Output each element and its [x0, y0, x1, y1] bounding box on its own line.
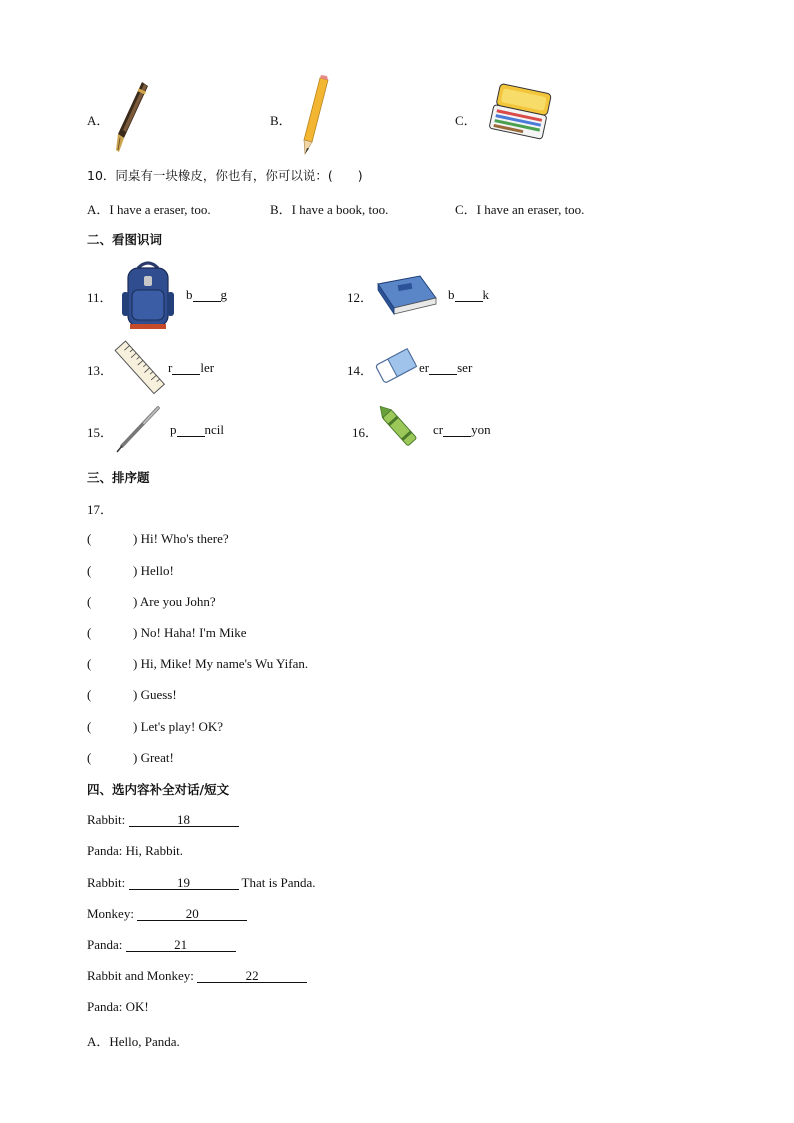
- dialogue-blank-19[interactable]: 19: [129, 876, 239, 890]
- pencil-icon: [298, 76, 332, 156]
- q14-word: [419, 360, 472, 376]
- q14-blank[interactable]: [429, 361, 457, 375]
- q12-blank[interactable]: [455, 288, 483, 302]
- order-line: ( ) Hello!: [87, 563, 174, 578]
- dialogue-line: [87, 875, 316, 891]
- dialogue-blank-21[interactable]: 21: [126, 938, 236, 952]
- speaker: Panda: Hi, Rabbit.: [87, 843, 184, 858]
- order-blank[interactable]: (: [87, 594, 92, 609]
- order-line-text: Hi! Who's there?: [140, 531, 229, 546]
- q13-word: [168, 360, 214, 376]
- q10-option-c: C．I have an eraser, too.: [455, 202, 585, 217]
- book-icon: [374, 274, 440, 314]
- q14-word-prefix: er: [419, 360, 430, 375]
- speaker: Rabbit:: [87, 812, 126, 827]
- order-blank[interactable]: (: [87, 563, 92, 578]
- speaker: Rabbit:: [87, 875, 126, 890]
- q15-word-prefix: p: [170, 422, 177, 437]
- eraser-icon: [374, 344, 418, 388]
- dialogue-blank-20[interactable]: 20: [137, 907, 247, 921]
- pencil-box-icon: [484, 84, 554, 150]
- q11-number: 11．: [87, 290, 113, 305]
- q10-prompt: 10．同桌有一块橡皮，你也有，你可以说：( ): [87, 168, 363, 183]
- q13-number: 13．: [87, 363, 114, 378]
- dialogue-line: [87, 906, 247, 922]
- q11-word: [186, 287, 227, 303]
- order-line-text: No! Haha! I'm Mike: [140, 625, 247, 640]
- q16-word-prefix: cr: [433, 422, 444, 437]
- q11-word-suffix: g: [220, 287, 227, 302]
- q13-blank[interactable]: [172, 361, 200, 375]
- pen-icon: [114, 404, 164, 454]
- order-line-text: Hi, Mike! My name's Wu Yifan.: [140, 656, 309, 671]
- q11-word-prefix: b: [186, 287, 193, 302]
- order-line: ( ) Great!: [87, 750, 174, 765]
- order-blank[interactable]: (: [87, 750, 92, 765]
- backpack-icon: [120, 260, 176, 332]
- dialogue-line: [87, 999, 149, 1015]
- order-line: ( ) Hi! Who's there?: [87, 531, 229, 546]
- order-blank[interactable]: (: [87, 687, 92, 702]
- q15-word: [170, 422, 224, 438]
- q10-option-b: B．I have a book, too.: [270, 202, 389, 217]
- order-line: ( ) Let's play! OK?: [87, 719, 224, 734]
- ruler-icon: [114, 340, 164, 396]
- q12-word: [448, 287, 489, 303]
- section3-title: 三、排序题: [87, 470, 150, 485]
- dialogue-after: That is Panda.: [241, 875, 316, 890]
- section2-title: 二、看图识词: [87, 232, 163, 247]
- order-line-text: Great!: [140, 750, 174, 765]
- crayon-icon: [378, 402, 424, 454]
- option-a: A．Hello, Panda.: [87, 1034, 180, 1049]
- q9-option-a-label: A．: [87, 113, 110, 128]
- speaker: Rabbit and Monkey:: [87, 968, 194, 983]
- dialogue-blank-18[interactable]: 18: [129, 813, 239, 827]
- dialogue-line: [87, 937, 236, 953]
- order-line-text: Are you John?: [139, 594, 216, 609]
- q13-word-prefix: r: [168, 360, 173, 375]
- order-line-text: Guess!: [140, 687, 177, 702]
- q16-word-suffix: yon: [471, 422, 491, 437]
- q12-word-prefix: b: [448, 287, 455, 302]
- order-line: ( ) Guess!: [87, 687, 177, 702]
- q12-word-suffix: k: [482, 287, 489, 302]
- order-blank[interactable]: (: [87, 531, 92, 546]
- q17-number: 17．: [87, 502, 114, 517]
- order-blank[interactable]: (: [87, 719, 92, 734]
- speaker: Panda:: [87, 937, 123, 952]
- dialogue-line: [87, 812, 239, 828]
- order-line: ( ) Are you John?: [87, 594, 216, 609]
- q13-word-suffix: ler: [200, 360, 215, 375]
- q12-number: 12．: [347, 290, 374, 305]
- q16-number: 16．: [352, 425, 379, 440]
- section4-title: 四、选内容补全对话/短文: [87, 782, 230, 797]
- q16-word: [433, 422, 491, 438]
- q11-blank[interactable]: [193, 288, 221, 302]
- q9-option-c-label: C．: [455, 113, 477, 128]
- dialogue-line: [87, 843, 183, 859]
- speaker: Panda: OK!: [87, 999, 149, 1014]
- q14-word-suffix: ser: [457, 360, 473, 375]
- order-line: ( ) No! Haha! I'm Mike: [87, 625, 247, 640]
- q10-option-a: A．I have a eraser, too.: [87, 202, 211, 217]
- dialogue-blank-22[interactable]: 22: [197, 969, 307, 983]
- q16-blank[interactable]: [443, 423, 471, 437]
- q9-option-b-label: B．: [270, 113, 292, 128]
- order-line-text: Hello!: [140, 563, 174, 578]
- order-line-text: Let's play! OK?: [140, 719, 224, 734]
- q15-blank[interactable]: [177, 423, 205, 437]
- q15-number: 15．: [87, 425, 114, 440]
- fountain-pen-icon: [110, 80, 154, 154]
- q14-number: 14．: [347, 363, 374, 378]
- order-line: ( ) Hi, Mike! My name's Wu Yifan.: [87, 656, 309, 671]
- dialogue-line: [87, 968, 307, 984]
- order-blank[interactable]: (: [87, 625, 92, 640]
- q15-word-suffix: ncil: [204, 422, 224, 437]
- speaker: Monkey:: [87, 906, 134, 921]
- order-blank[interactable]: (: [87, 656, 92, 671]
